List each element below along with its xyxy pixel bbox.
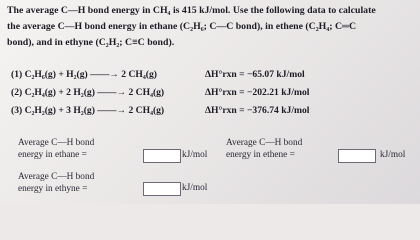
ethyne-answer-label-line: Average C—H bond [18,172,95,182]
problem-statement-line: the average C—H bond energy in ethane (C₂H₆; C—C bond), in ethene (C₂H₄; C═C [7,21,357,32]
ethane-answer-label [18,137,138,161]
ethane-answer-input[interactable] [143,149,181,163]
reaction-row [11,85,411,103]
ethane-answer-label-line: energy in ethane = [18,150,87,160]
ethyne-unit: kJ/mol [182,183,208,193]
ethane-unit: kJ/mol [182,150,208,160]
reaction-equation: (3) C₂H₂(g) + 3 H₂(g) ——→ 2 CH₄(g) [11,105,165,116]
ethene-answer-input[interactable] [338,149,376,163]
reaction-row [11,67,411,85]
problem-statement [7,3,417,51]
reaction-equation: (2) C₂H₄(g) + 2 H₂(g) ——→ 2 CH₄(g) [11,87,165,98]
ethene-answer-label-line: energy in ethene = [226,150,295,160]
reaction-enthalpy: ΔH°rxn = −376.74 kJ/mol [205,105,310,116]
problem-statement-line: bond), and in ethyne (C₂H₂; C≡C bond). [7,37,175,48]
reaction-enthalpy: ΔH°rxn = −65.07 kJ/mol [205,69,305,80]
answer-area [18,137,418,204]
reaction-equation: (1) C₂H₆(g) + H₂(g) ——→ 2 CH₄(g) [11,69,157,80]
ethyne-answer-input[interactable] [143,182,181,196]
ethyne-answer-label-line: energy in ethyne = [18,184,88,194]
ethene-answer-label-line: Average C—H bond [226,138,303,148]
ethane-answer-label-line: Average C—H bond [18,138,95,148]
reaction-enthalpy: ΔH°rxn = −202.21 kJ/mol [205,87,310,98]
ethyne-answer-label [18,171,138,195]
ethene-answer-label [226,137,346,161]
reaction-list [11,67,411,121]
ethene-unit: kJ/mol [380,150,406,160]
reaction-row [11,103,411,121]
problem-statement-line: The average C—H bond energy in CH₄ is 415 kJ/mol. Use the following data to calculate [7,5,376,16]
